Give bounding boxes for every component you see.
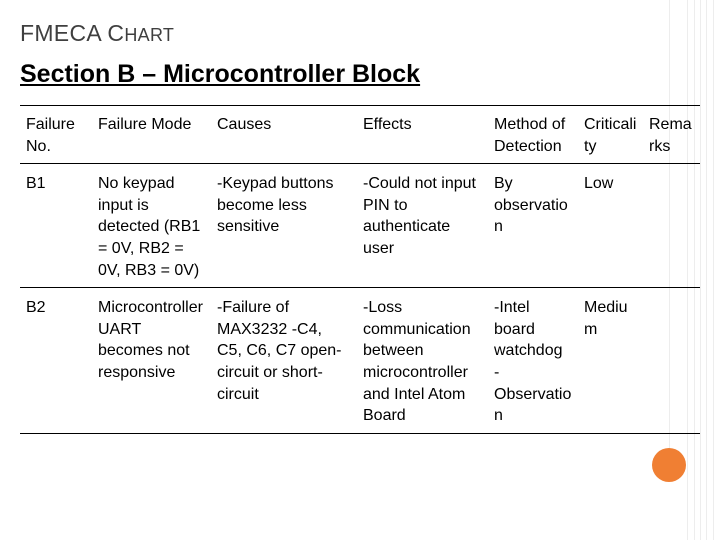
header-cell: Failure Mode [98,116,192,133]
decor-line [706,0,707,540]
cell-effects: -Loss communication between microcontroller and Intel Atom Board [363,299,471,425]
cell-detection: -Intel board watchdog -Observation [494,299,572,425]
section-subtitle: Section B – Microcontroller Block [20,60,421,88]
fmeca-table [20,105,700,434]
header-cell: Criticality [584,116,637,155]
cell-effects: -Could not input PIN to authenticate user [363,175,476,257]
cell-causes: -Keypad buttons become less sensitive [217,175,334,236]
cell-remarks [643,164,700,288]
cell-remarks [643,288,700,434]
slide-title [20,20,174,47]
header-cell: Causes [217,116,272,133]
cell-detection: By observation [494,175,568,236]
cell-criticality: Low [584,175,614,193]
table-row [20,164,700,288]
header-cell: Method of Detection [494,116,566,155]
accent-circle [652,448,686,482]
cell-failure-mode: Microcontroller UART becomes not responsive [98,299,203,381]
table-row [20,288,700,434]
cell-failure-no: B1 [26,175,46,193]
title-part: FMECA C [20,20,125,46]
cell-failure-mode: No keypad input is detected (RB1 = 0V, RB2 = 0V, RB3 = 0V) [98,175,201,279]
title-part: HART [124,25,175,45]
table-header-row [20,106,700,164]
cell-criticality: Medium [584,299,628,338]
header-cell: Failure No. [26,116,75,155]
decor-line [700,0,701,540]
header-cell: Remarks [649,116,692,155]
cell-failure-no: B2 [26,299,46,317]
header-cell: Effects [363,116,412,133]
decor-line [713,0,714,540]
cell-causes: -Failure of MAX3232 -C4, C5, C6, C7 open-circuit or short-circuit [217,299,342,403]
